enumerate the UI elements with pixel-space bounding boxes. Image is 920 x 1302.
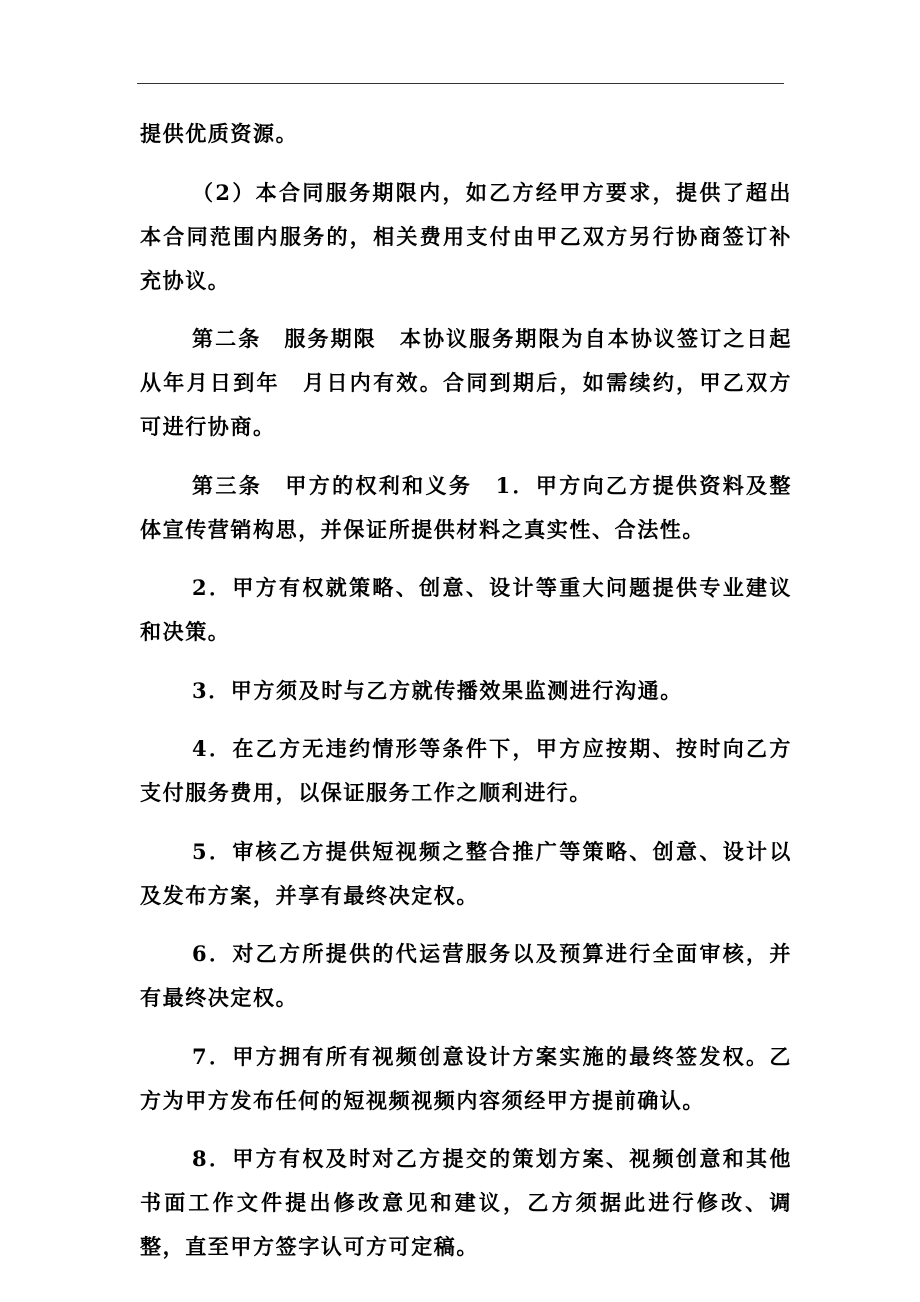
document-body [140,112,792,1284]
paragraph-article-3-item-1: 第三条 甲方的权利和义务 1．甲方向乙方提供资料及整体宣传营销构思，并保证所提供材料之真实性、合法性。 [140,472,792,542]
paragraph-article-3-item-3: 3．甲方须及时与乙方就传播效果监测进行沟通。 [192,677,683,703]
paragraph-article-3-item-8: 8．甲方有权及时对乙方提交的策划方案、视频创意和其他书面工作文件提出修改意见和建议，乙方须据此进行修改、调整，直至甲方签字认可方可定稿。 [140,1146,792,1259]
paragraph-article-3-item-4: 4．在乙方无违约情形等条件下，甲方应按期、按时向乙方支付服务费用，以保证服务工作之顺利进行。 [140,736,792,805]
paragraph-article-3-item-6: 6．对乙方所提供的代运营服务以及预算进行全面审核，并有最终决定权。 [140,941,792,1010]
paragraph-article-3-item-2: 2．甲方有权就策略、创意、设计等重大问题提供专业建议和决策。 [140,575,792,644]
paragraph-continuation: 提供优质资源。 [140,121,299,146]
paragraph-clause-1-item-2: （2）本合同服务期限内，如乙方经甲方要求，提供了超出本合同范围内服务的，相关费用支付由甲乙双方另行协商签订补充协议。 [140,179,792,293]
header-rule [137,83,784,84]
paragraph-article-3-item-7: 7．甲方拥有所有视频创意设计方案实施的最终签发权。乙方为甲方发布任何的短视频视频内容须经甲方提前确认。 [140,1043,792,1113]
paragraph-article-2-service-term: 第二条 服务期限 本协议服务期限为自本协议签订之日起从年月日到年 月日内有效。合同到期后，如需续约，甲乙双方可进行协商。 [140,326,792,439]
paragraph-article-3-item-5: 5．审核乙方提供短视频之整合推广等策略、创意、设计以及发布方案，并享有最终决定权。 [140,838,792,908]
